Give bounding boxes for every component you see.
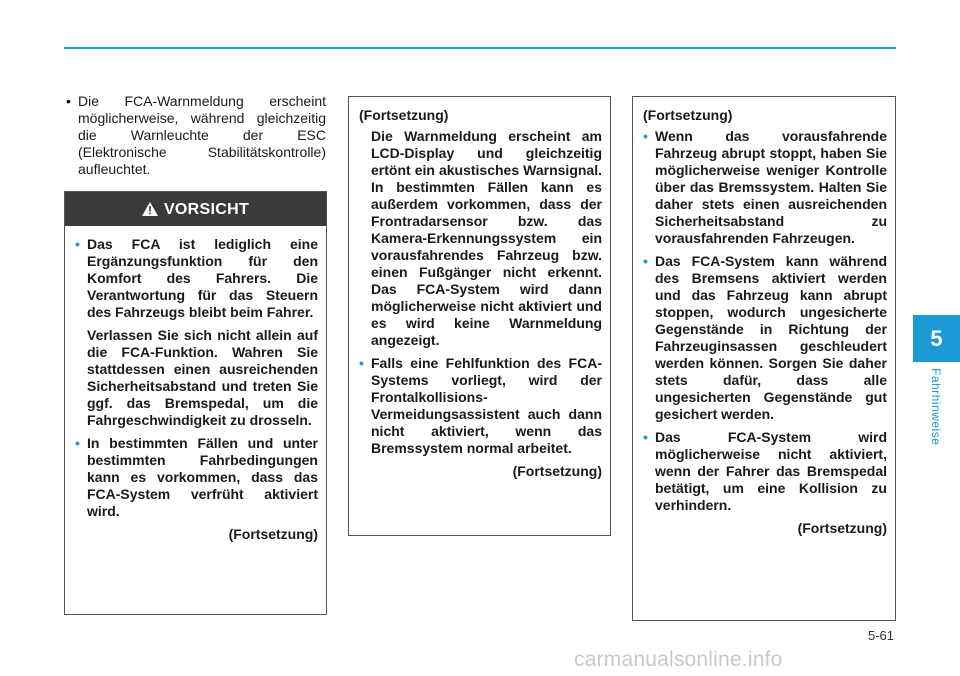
watermark: carmanualsonline.info: [574, 648, 783, 671]
caution-title: VORSICHT: [163, 200, 250, 218]
continuation-header: (Fortsetzung): [643, 107, 733, 123]
bullet-dot-icon: •: [643, 253, 648, 269]
box-bullet: [643, 429, 887, 514]
box-text: Wenn das vorausfahrende Fahrzeug abrupt stoppt, haben Sie möglicherweise weniger Kontrolle über das Bremssystem. Halten Sie daher stets einen ausreichenden Sicherheitsabstand zu vorausfahrenden Fahrzeugen.: [655, 128, 887, 246]
bullet-dot-icon: •: [75, 435, 80, 451]
caution-text: In bestimmten Fällen und unter bestimmten Fahrbedingungen kann es vorkommen, dass das FCA-System verfrüht aktiviert wird.: [87, 435, 318, 519]
box-text: Falls eine Fehlfunktion des FCA-Systems vorliegt, wird der Frontalkollisions-Vermeidungsassistent auch dann nicht aktiviert, wenn das Bremssystem normal arbeitet.: [371, 355, 602, 456]
continued-box-right: [632, 96, 896, 621]
continuation-header: (Fortsetzung): [359, 107, 449, 123]
continuation-label: (Fortsetzung): [512, 463, 602, 479]
box-text: Das FCA-System kann während des Bremsens aktiviert werden und das Fahrzeug kann abrupt stoppen, wodurch ungesicherte Gegenstände in Richtung der Fahrzeuginsassen geschleudert werden können. Sorgen Sie daher stets dafür, dass alle ungesicherten Gegenstände gut gesichert werden.: [655, 253, 887, 422]
caution-bullet: [75, 435, 318, 520]
chapter-tab[interactable]: 5: [913, 315, 960, 362]
bullet-dot-icon: •: [643, 429, 648, 445]
box-paragraph: Die Warnmeldung erscheint am LCD-Display und gleichzeitig ertönt ein akustisches Warnsignal. In bestimmten Fällen kann es außerdem vorkommen, dass der Frontradarsensor bzw. das Kamera-Erkennungssystem ein vorausfahrendes Fahrzeug bzw. einen Fußgänger nicht erkennt. Das FCA-System wird dann möglicherweise nicht aktiviert und es wird keine Warnmeldung angezeigt.: [371, 128, 602, 348]
caution-box: [64, 191, 327, 615]
caution-header: [65, 192, 326, 226]
caution-bullet: [75, 236, 318, 321]
continued-box-middle: [348, 96, 611, 536]
bullet-dot-icon: •: [75, 236, 80, 252]
bullet-dot-icon: •: [643, 128, 648, 144]
continuation-label: (Fortsetzung): [228, 526, 318, 542]
header-rule: [64, 47, 896, 49]
continuation-label: (Fortsetzung): [797, 520, 887, 536]
intro-item: • Die FCA-Warnmeldung erscheint möglicherweise, während gleichzeitig die Warnleuchte der ESC (Elektronische Stabilitätskontrolle) aufleuchtet.: [64, 93, 326, 178]
chapter-label: Fahrhinweise: [929, 368, 943, 446]
caution-text: Das FCA ist lediglich eine Ergänzungsfunktion für den Komfort des Fahrers. Die Verantwortung für das Steuern des Fahrzeugs bleibt beim Fahrer.: [87, 236, 318, 320]
page-number: 5-61: [867, 628, 894, 643]
intro-list: [64, 93, 326, 178]
box-text: Das FCA-System wird möglicherweise nicht aktiviert, wenn der Fahrer das Bremspedal betätigt, um eine Kollision zu verhindern.: [655, 429, 887, 513]
bullet-dot-icon: •: [359, 355, 364, 371]
box-bullet: [359, 355, 602, 457]
box-bullet: [643, 128, 887, 247]
box-bullet: [643, 253, 887, 423]
warning-triangle-icon: [142, 202, 158, 216]
caution-paragraph: Verlassen Sie sich nicht allein auf die FCA-Funktion. Wahren Sie stattdessen einen ausreichenden Sicherheitsabstand und treten Sie ggf. das Bremspedal, um die Fahrgeschwindigkeit zu drosseln.: [87, 327, 318, 428]
